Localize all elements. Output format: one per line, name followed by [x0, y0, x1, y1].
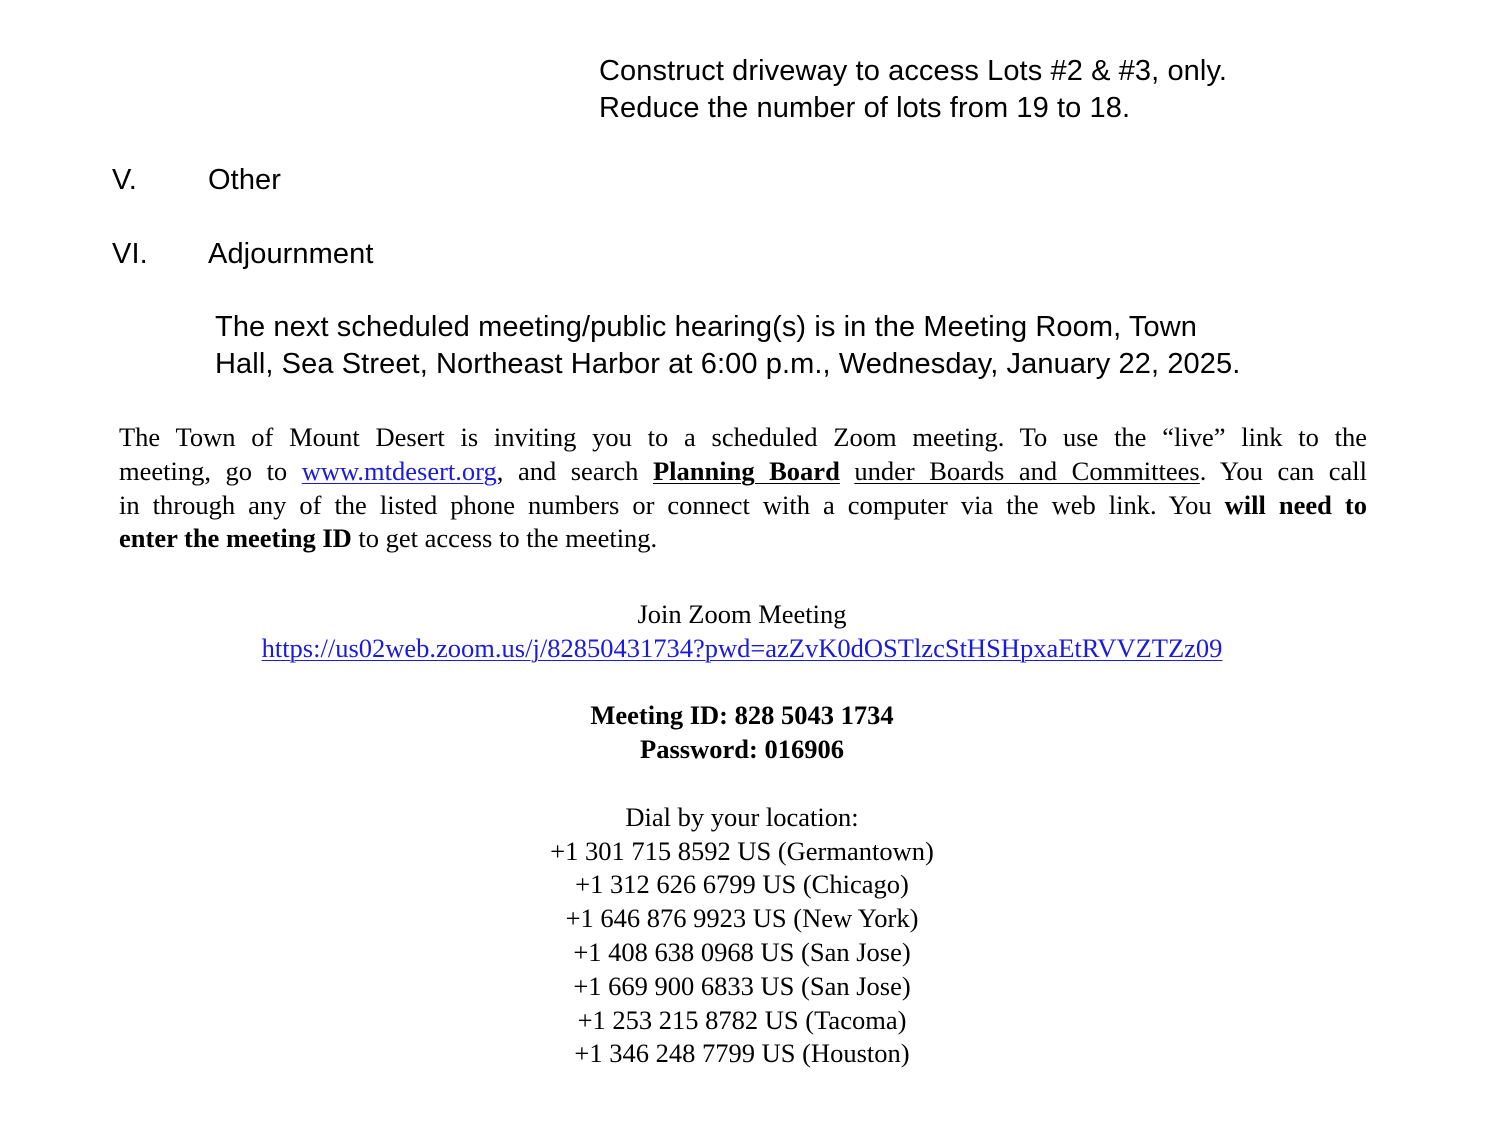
phone-number-new-york: +1 646 876 9923 US (New York)	[565, 903, 919, 934]
meeting-id: Meeting ID: 828 5043 1734	[590, 700, 894, 731]
section-number-v: V.	[112, 164, 137, 196]
paragraph-text	[840, 456, 855, 486]
next-meeting-line-2: Hall, Sea Street, Northeast Harbor at 6:00 p.m., Wednesday, January 22, 2025.	[215, 348, 1241, 380]
phone-number-chicago: +1 312 626 6799 US (Chicago)	[575, 869, 909, 900]
paragraph-text: meeting, go to	[119, 455, 302, 486]
phone-number-tacoma: +1 253 215 8782 US (Tacoma)	[577, 1004, 907, 1035]
section-label-other: Other	[208, 164, 282, 196]
next-meeting-line-1: The next scheduled meeting/public hearing(s) is in the Meeting Room, Town	[215, 311, 1198, 343]
paragraph-text: , and search	[496, 455, 653, 486]
paragraph-text: in through any of the listed phone numbers or connect with a computer via the web link. You	[119, 489, 1225, 520]
planning-board-text: Planning Board	[652, 455, 840, 486]
phone-number-san-jose-2: +1 669 900 6833 US (San Jose)	[573, 970, 911, 1001]
section-number-vi: VI.	[112, 238, 148, 270]
paragraph-line-1	[119, 421, 1367, 455]
agenda-item-iv-details	[599, 53, 1227, 127]
dial-label: Dial by your location:	[625, 801, 859, 832]
need-to-text: will need to	[1224, 489, 1367, 520]
zoom-invitation-paragraph	[119, 421, 1367, 556]
boards-committees-text: under Boards and Committees	[854, 455, 1200, 486]
join-zoom-label: Join Zoom Meeting	[637, 599, 847, 629]
paragraph-text: . You can call	[1199, 455, 1368, 486]
driveway-line: Construct driveway to access Lots #2 & #3, only.	[599, 55, 1228, 87]
zoom-url-row	[0, 632, 1484, 666]
spacer	[0, 666, 1484, 700]
next-meeting-notice	[215, 309, 1240, 383]
phone-number-houston: +1 346 248 7799 US (Houston)	[574, 1038, 910, 1069]
zoom-details-block	[0, 598, 1484, 1071]
phone-number-germantown: +1 301 715 8592 US (Germantown)	[550, 835, 934, 866]
spacer	[0, 767, 1484, 801]
paragraph-line-4	[119, 522, 1367, 556]
enter-meeting-id-text: enter the meeting ID	[119, 523, 352, 554]
paragraph-line-2	[119, 455, 1367, 489]
website-link[interactable]: www.mtdesert.org	[301, 455, 497, 486]
paragraph-line-3	[119, 489, 1367, 523]
paragraph-text: to get access to the meeting.	[351, 523, 658, 554]
zoom-meeting-link[interactable]: https://us02web.zoom.us/j/82850431734?pwd=azZvK0dOSTlzcStHSHpxaEtRVVZTZz09	[261, 632, 1223, 663]
lots-reduction-line: Reduce the number of lots from 19 to 18.	[599, 92, 1131, 124]
phone-number-san-jose-1: +1 408 638 0968 US (San Jose)	[573, 936, 911, 967]
paragraph-text: The Town of Mount Desert is inviting you to a scheduled Zoom meeting. To use the “live” link to the	[119, 422, 1367, 452]
meeting-password: Password: 016906	[640, 734, 844, 765]
section-label-adjournment: Adjournment	[208, 238, 374, 270]
